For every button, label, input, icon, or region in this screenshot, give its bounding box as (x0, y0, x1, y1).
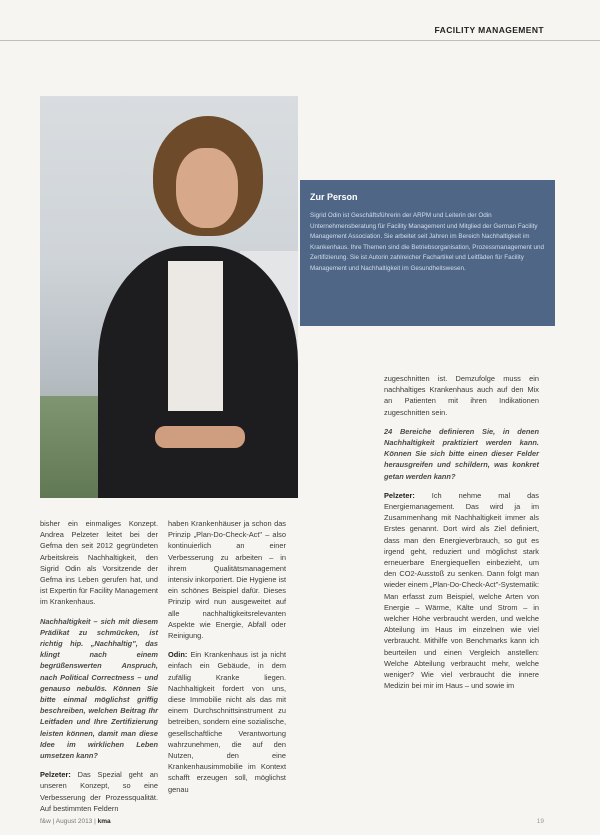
portrait-photo (40, 96, 298, 498)
photo-person-hands (155, 426, 245, 448)
speaker-name: Pelzeter: (384, 490, 415, 500)
paragraph: bisher ein einmaliges Konzept. Andrea Pelzeter leitet bei der Gefma den seit 2012 gegründeten Arbeitskreis Nachhaltigkeit, den Sigrid Odin als Vorsitzende der Gefma ins Leben gerufen hat, und ist Expertin für Facility Management im Krankenhaus. (40, 519, 158, 607)
footer: f&w | August 2013 | kma (40, 818, 111, 825)
answer-text: Ein Krankenhaus ist ja nicht einfach ein Gebäude, in dem zufällig Kranke liegen. Nachhaltigkeit fordert von uns, diese Immobilie nicht als das mit einem Durchschnittsinstrument zu betreiben, sondern eine sozialische, gesellschaftliche Verantwortung wahrzunehmen, die auf den Nutzen, den eine Krankenhausimmobilie im Kontext schafft erzeugen soll, möglichst genau (168, 650, 287, 794)
page-number: 19 (536, 818, 544, 825)
interview-answer (384, 490, 539, 692)
text-column-3 (384, 373, 539, 699)
interview-question: Nachhaltigkeit – sich mit diesem Prädikat zu schmücken, ist richtig hip. „Nachhaltig", das klingt nach einem begrüßenswerten Anspruch, nach Political Correctness – und genauso nebulös. Können Sie bitte einmal möglichst griffig beschreiben, welchen Beitrag Ihr Leitfaden und Ihre Zertifizierung leisten können, damit man diese Idee im wirklichen Leben umsetzen kann? (40, 616, 158, 761)
section-label: FACILITY MANAGEMENT (434, 25, 544, 35)
footer-issue: f&w (40, 818, 51, 825)
photo-person-face (176, 148, 238, 228)
footer-brand: kma (97, 818, 111, 825)
paragraph: haben Krankenhäuser ja schon das Prinzip „Plan-Do-Check-Act" – also kontinuierlich an einer Verbesserung zu arbeiten – in ihrem Qualitätsmanagement intensiv inkorporiert. Die Hygiene ist ein schönes Beispiel dafür. Dieses Prinzip wird nun ausgeweitet auf alle nachhaltigkeitsrelevanten Aspekte wie Energie, Abfall oder Reinigung. (168, 519, 286, 641)
interview-question: 24 Bereiche definieren Sie, in denen Nachhaltigkeit praktiziert werden kann. Können Sie sich bitte einen dieser Felder herausgreifen und schildern, was konkret getan werden kann? (384, 426, 539, 481)
info-box-text: Sigrid Odin ist Geschäftsführerin der ARPM und Leiterin der Odin Unternehmensberatung für Facility Management und Mitglied der German Facility Management Association. Sie arbeitet seit Jahren im Bereich Nachhaltigkeit im Krankenhaus. Ihre Themen sind die Betriebsorganisation, Prozessmanagement und Zertifizierung. Sie ist Autorin zahlreicher Fachartikel und Leitfäden für Facility Management und Nachhaltigkeit im Gesundheitswesen. (310, 212, 545, 272)
header-rule (0, 40, 600, 41)
photo-person-shirt (168, 261, 223, 411)
answer-text: Ich nehme mal das Energiemanagement. Das wird ja im Zusammenhang mit Nachhaltigkeit immer als Erstes genannt. Dort wird als Ziel definiert, dass man den Energieverbrauch, so gut es irgend geht, reduziert und möglichst stark erneuerbare Energiequellen einbezieht, um den CO2-Ausstoß zu senken. Dann folgt man wieder einem „Plan-Do-Check-Act"-Systematik: Man erfasst zum Beispiel, welche Arten von Energie – Wärme, Kälte und Strom – in welcher Höhe verbraucht werden, und welche Abteilung im Haus im einzelnen wie viel verbraucht. Mithilfe von Benchmarks kann ich beurteilen und einen Vergleich anstellen: Welche Abteilung verbraucht mehr, welche weniger? Wie viel verbraucht die innere Medizin bei mir im Haus – und sowie im (384, 490, 539, 691)
speaker-name: Pelzeter: (40, 770, 71, 780)
info-box (300, 180, 555, 326)
info-box-title: Zur Person (310, 192, 358, 202)
footer-date: August 2013 (55, 818, 93, 825)
text-column-2 (168, 518, 286, 803)
answer-text: Das Spezial geht an unseren Konzept, so eine Verbesserung der Prozessqualität. Auf bestimmten Feldern (40, 770, 158, 813)
speaker-name: Odin: (168, 650, 188, 660)
interview-answer (168, 649, 286, 795)
interview-answer (40, 769, 158, 814)
text-column-1 (40, 518, 158, 822)
paragraph: zugeschnitten ist. Demzufolge muss ein nachhaltiges Krankenhaus auch auf den Mix an Patienten mit ihren Indikationen zugeschnitten sein. (384, 374, 539, 417)
